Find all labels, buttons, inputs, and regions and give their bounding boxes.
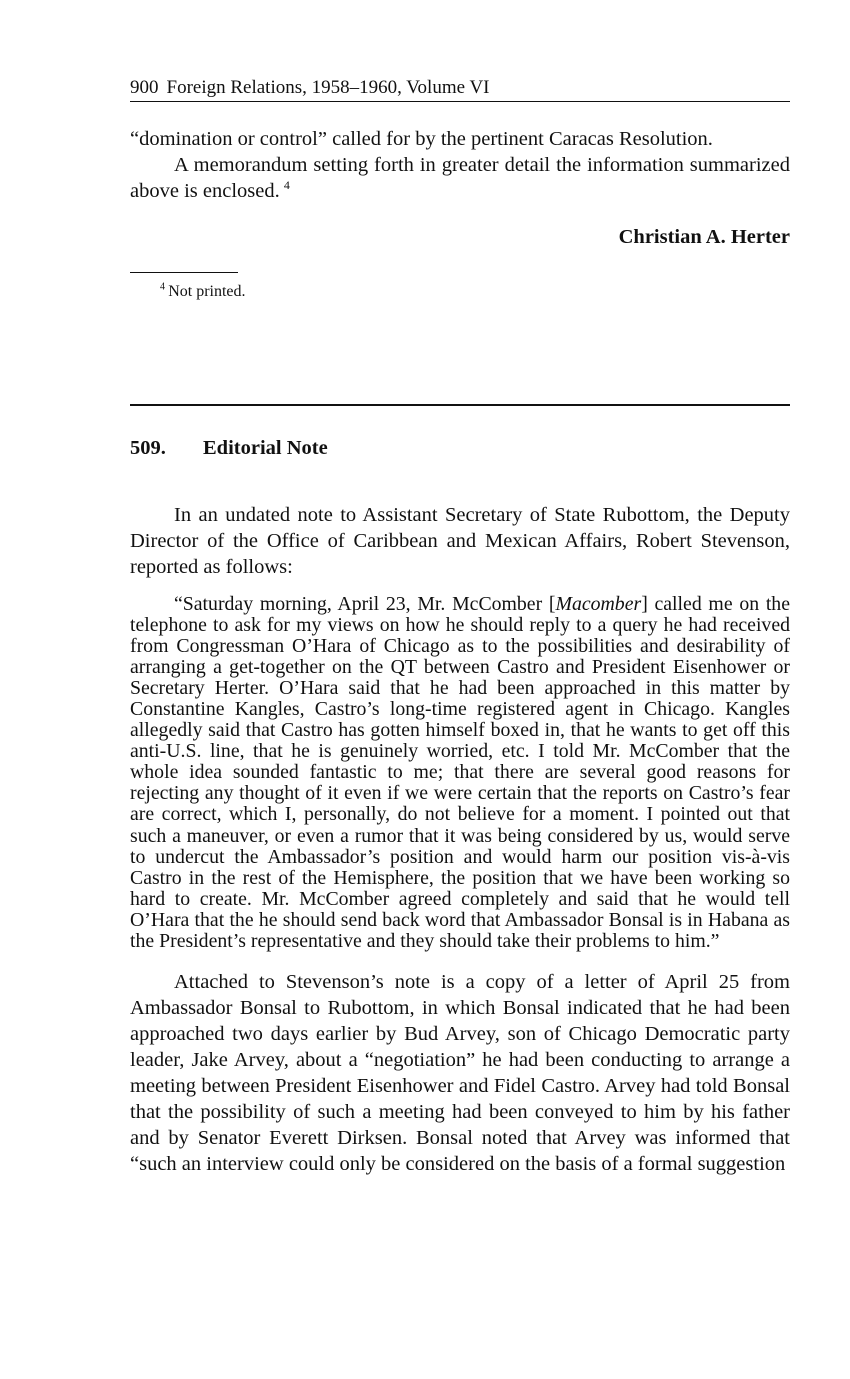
signature: Christian A. Herter — [618, 226, 790, 248]
section-title: Editorial Note — [203, 437, 328, 459]
quote-text-start: “Saturday morning, April 23, Mr. McComber [ — [174, 593, 556, 615]
attached-letter-paragraph: Attached to Stevenson’s note is a copy of a letter of April 25 from Ambassador Bonsal to Rubottom, in which Bonsal indicated that he had been approached two days earlier by Bud Arvey, son of Chicago Democratic party leader, Jake Arvey, about a “negotiation” he had been conducting to arrange a meeting between President Eisenhower and Fidel Castro. Arvey had told Bonsal that the possibility of such a meeting had been conveyed to him by his father and by Senator Everett Dirksen. Bonsal noted that Arvey was informed that “such an interview could only be considered on the basis of a formal suggestion — [130, 970, 790, 1175]
footnote-text: Not printed. — [168, 283, 246, 300]
editorial-intro-paragraph: In an undated note to Assistant Secretary of State Rubottom, the Deputy Director of the Office of Caribbean and Mexican Affairs, Robert Stevenson, reported as follows: — [130, 504, 790, 578]
section-divider — [130, 404, 790, 406]
running-header — [130, 76, 790, 102]
quote-italic-name: Macomber — [555, 593, 642, 615]
memorandum-paragraph — [130, 152, 790, 204]
quote-text-rest: ] called me on the telephone to ask for my views on how he should reply to a query he had received from Congressman O’Hara of Chicago as to the possibilities and desirability of arranging a get-together on the QT between Castro and President Eisenhower or Secretary Herter. O’Hara said that he had been approached in this matter by Constantine Kangles, Castro’s long-time registered agent in Chicago. Kangles allegedly said that Castro has gotten himself boxed in, that he wants to get off this anti-U.S. line, that he is genuinely worried, etc. I told Mr. McComber that the whole idea sounded fantastic to me; that there are several good reasons for rejecting any thought of it even if we were certain that the reports on Castro’s fear are correct, which I, personally, do not believe for a moment. I pointed out that such a maneuver, or even a rumor that it was being considered by us, would serve to undercut the Ambassador’s position and would harm our position vis-à-vis Castro in the rest of the Hemisphere, the position that we have been working so hard to create. Mr. McComber agreed completely and said that he would tell O’Hara that the he should send back word that Ambassador Bonsal is in Habana as the President’s representative and they should take their problems to him.” — [130, 593, 790, 952]
section-heading — [130, 435, 790, 461]
footnote-rule — [130, 272, 238, 273]
volume-title: Foreign Relations, 1958–1960, Volume VI — [166, 77, 490, 98]
memorandum-text: A memorandum setting forth in greater detail the information summarized above is enclosed. — [130, 154, 790, 202]
page-number: 900 — [130, 77, 159, 98]
footnote-reference: 4 — [283, 178, 290, 193]
footnote — [130, 282, 790, 302]
block-quote — [130, 594, 790, 952]
section-number: 509. — [130, 437, 166, 459]
document-page — [130, 76, 790, 1177]
previous-paragraph-end: “domination or control” called for by the pertinent Caracas Resolution. — [130, 128, 713, 150]
footnote-marker: 4 — [160, 281, 165, 293]
